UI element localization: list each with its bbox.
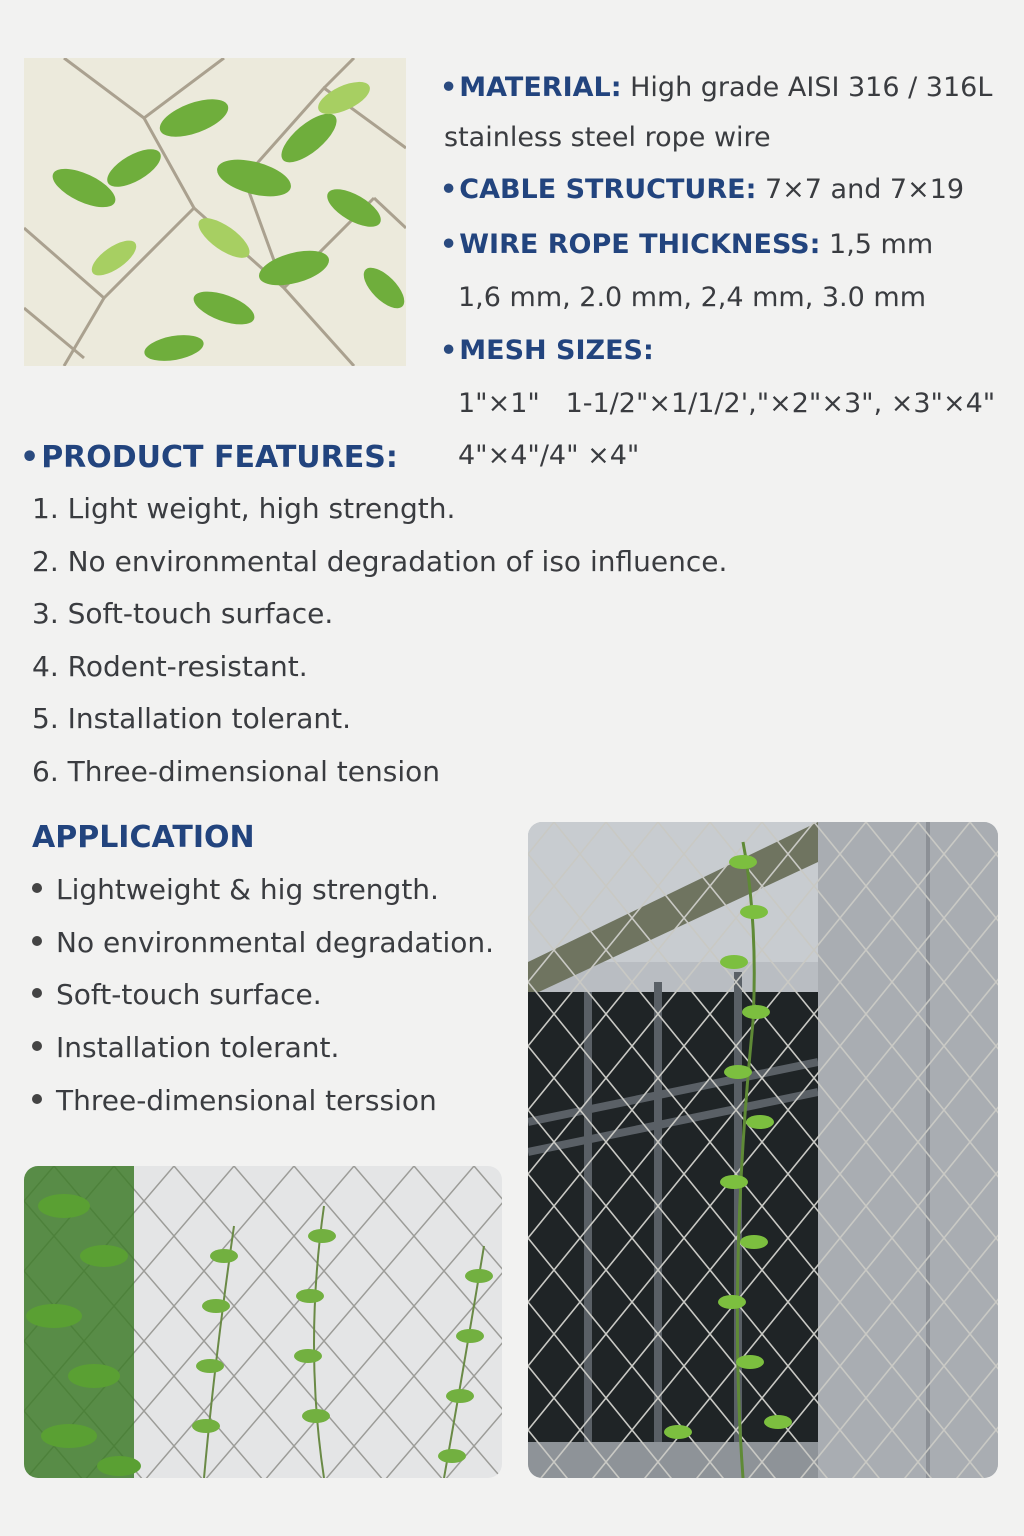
bullet-icon bbox=[32, 988, 42, 998]
wire-rope-thickness-continuation: 1,6 mm, 2.0 mm, 2,4 mm, 3.0 mm bbox=[458, 282, 926, 313]
bullet-icon bbox=[32, 936, 42, 946]
application-title: APPLICATION bbox=[32, 820, 255, 855]
mesh-sizes-line1: 1"×1" 1-1/2"×1/1/2',"×2"×3", ×3"×4" bbox=[458, 388, 996, 419]
spec-material bbox=[440, 72, 1020, 103]
spec-mesh-sizes bbox=[440, 335, 1020, 366]
vine-mesh-photo bbox=[24, 1166, 502, 1478]
material-continuation: stainless steel rope wire bbox=[444, 122, 771, 153]
feature-item: 1. Light weight, high strength. bbox=[32, 492, 456, 525]
leaf-mesh-photo bbox=[24, 58, 406, 366]
cable-structure-label: CABLE STRUCTURE: bbox=[459, 174, 757, 205]
feature-item: 3. Soft-touch surface. bbox=[32, 597, 334, 630]
bullet-icon: • bbox=[440, 72, 458, 103]
feature-item: 5. Installation tolerant. bbox=[32, 702, 352, 735]
spec-cable-structure bbox=[440, 174, 1020, 205]
spec-wire-rope-thickness bbox=[440, 229, 1020, 260]
mesh-sizes-line2: 4"×4"/4" ×4" bbox=[458, 440, 640, 471]
bullet-icon: • bbox=[440, 335, 458, 366]
feature-item: 4. Rodent-resistant. bbox=[32, 650, 308, 683]
application-item: Three-dimensional terssion bbox=[32, 1084, 437, 1117]
bullet-icon bbox=[32, 883, 42, 893]
bullet-icon bbox=[32, 1041, 42, 1051]
building-mesh-photo bbox=[528, 822, 998, 1478]
feature-item: 2. No environmental degradation of iso influence. bbox=[32, 545, 728, 578]
application-item: Installation tolerant. bbox=[32, 1031, 339, 1064]
application-item: No environmental degradation. bbox=[32, 926, 494, 959]
bullet-icon: • bbox=[440, 174, 458, 205]
application-item: Lightweight & hig strength. bbox=[32, 873, 439, 906]
product-features-title-text: PRODUCT FEATURES: bbox=[41, 440, 398, 475]
mesh-sizes-label: MESH SIZES: bbox=[459, 335, 654, 366]
bullet-icon: • bbox=[440, 229, 458, 260]
wire-rope-thickness-value: 1,5 mm bbox=[829, 229, 934, 260]
cable-structure-value: 7×7 and 7×19 bbox=[764, 174, 965, 205]
bullet-icon bbox=[32, 1094, 42, 1104]
product-features-title bbox=[20, 440, 398, 475]
material-label: MATERIAL: bbox=[459, 72, 622, 103]
wire-rope-thickness-label: WIRE ROPE THICKNESS: bbox=[459, 229, 821, 260]
material-value: High grade AISI 316 / 316L bbox=[630, 72, 993, 103]
feature-item: 6. Three-dimensional tension bbox=[32, 755, 440, 788]
application-item: Soft-touch surface. bbox=[32, 978, 322, 1011]
bullet-icon: • bbox=[20, 440, 40, 475]
